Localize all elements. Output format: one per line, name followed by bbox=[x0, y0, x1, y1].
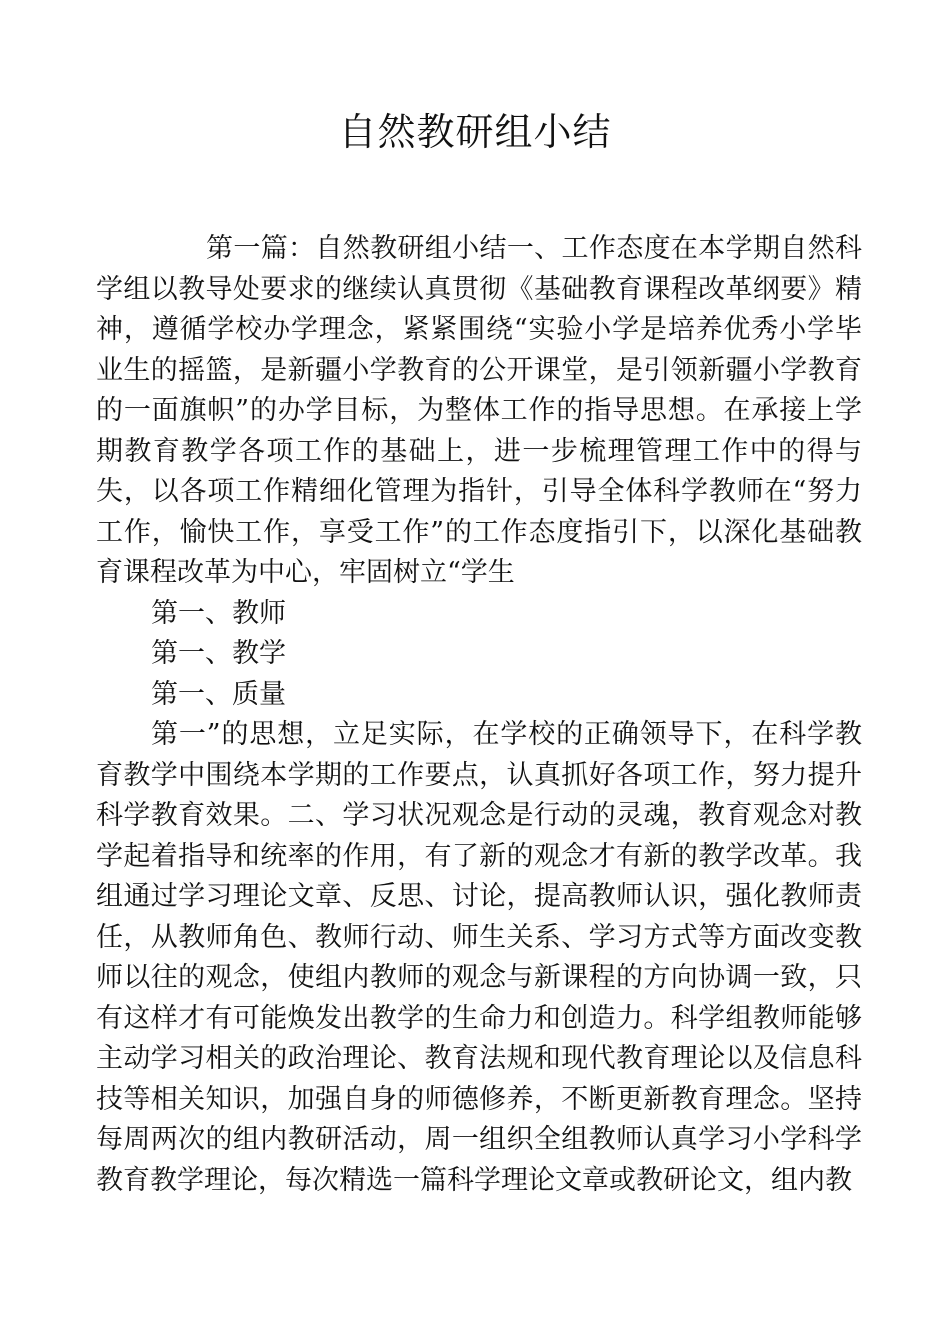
paragraph-intro: 第一篇：自然教研组小结一、工作态度在本学期自然科学组以教导处要求的继续认真贯彻《基础教育课程改革纲要》精神，遵循学校办学理念，紧紧围绕“实验小学是培养优秀小学毕业生的摇篮，是新疆小学教育的公开课堂，是引领新疆小学教育的一面旗帜”的办学目标，为整体工作的指导思想。在承接上学期教育教学各项工作的基础上，进一步梳理管理工作中的得与失，以各项工作精细化管理为指针，引导全体科学教师在“努力工作，愉快工作，享受工作”的工作态度指引下，以深化基础教育课程改革为中心，牢固树立“学生 bbox=[96, 233, 862, 588]
list-line-teaching: 第一、教学 bbox=[151, 638, 286, 669]
paragraph-continuation: 第一”的思想，立足实际，在学校的正确领导下，在科学教育教学中围绕本学期的工作要点，认真抓好各项工作，努力提升科学教育效果。二、学习状况观念是行动的灵魂，教育观念对教学起着指导和统率的作用，有了新的观念才有新的教学改革。我组通过学习理论文章、反思、讨论，提高教师认识，强化教师责任，从教师角色、教师行动、师生关系、学习方式等方面改变教师以往的观念，使组内教师的观念与新课程的方向协调一致，只有这样才有可能焕发出教学的生命力和创造力。科学组教师能够主动学习相关的政治理论、教育法规和现代教育理论以及信息科技等相关知识，加强自身的师德修养，不断更新教育理念。坚持每周两次的组内教研活动，周一组织全组教师认真学习小学科学教育教学理论，每次精选一篇科学理论文章或教研论文，组内教 bbox=[96, 719, 862, 1196]
list-line-quality: 第一、质量 bbox=[151, 678, 286, 710]
document-body bbox=[96, 229, 862, 1201]
document-title: 自然教研组小结 bbox=[338, 110, 612, 154]
list-line-teacher: 第一、教师 bbox=[151, 597, 286, 629]
